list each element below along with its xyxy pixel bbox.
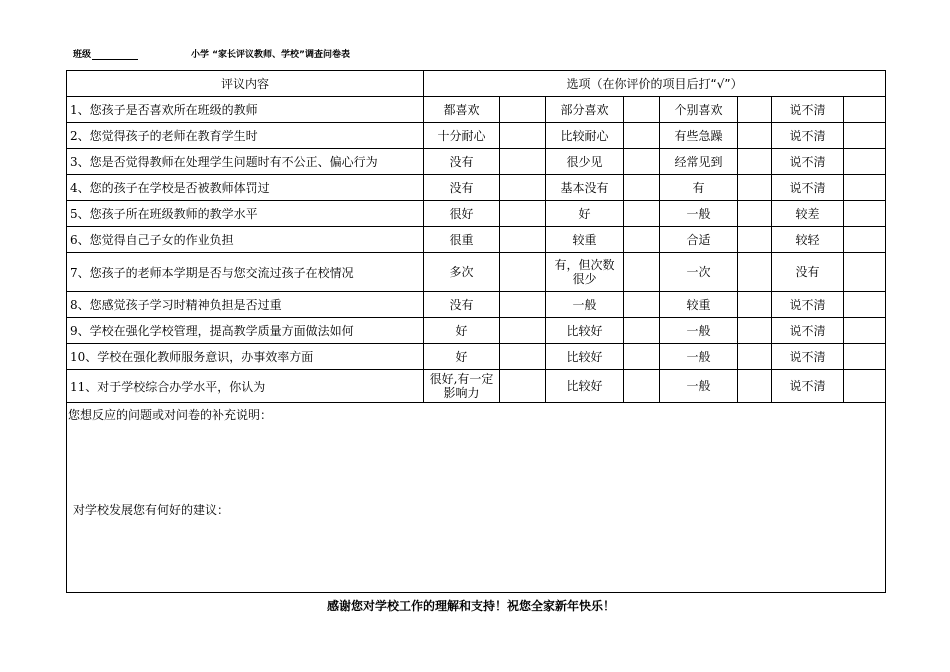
check-box-cell[interactable] — [738, 201, 772, 227]
check-box-cell[interactable] — [500, 149, 546, 175]
suggestion-prompt: 对学校发展您有何好的建议： — [73, 503, 230, 517]
question-text: 2、您觉得孩子的老师在教育学生时 — [67, 123, 424, 149]
option-label: 有些急躁 — [660, 123, 738, 149]
table-row — [67, 227, 886, 253]
check-box-cell[interactable] — [500, 344, 546, 370]
check-box-cell[interactable] — [738, 149, 772, 175]
question-text: 1、您孩子是否喜欢所在班级的教师 — [67, 97, 424, 123]
check-box-cell[interactable] — [500, 292, 546, 318]
table-header-row — [67, 71, 886, 97]
check-box-cell[interactable] — [500, 201, 546, 227]
question-text: 5、您孩子所在班级教师的教学水平 — [67, 201, 424, 227]
option-label: 有，但次数很少 — [546, 253, 624, 292]
form-title: 小学 “家长评议教师、学校”调查问卷表 — [191, 50, 350, 60]
table-row — [67, 344, 886, 370]
check-box-cell[interactable] — [624, 370, 660, 403]
option-label: 较差 — [772, 201, 844, 227]
table-row — [67, 370, 886, 403]
check-box-cell[interactable] — [624, 292, 660, 318]
check-box-cell[interactable] — [844, 344, 886, 370]
option-label: 说不清 — [772, 344, 844, 370]
check-box-cell[interactable] — [738, 175, 772, 201]
remarks-row — [67, 403, 886, 593]
table-row — [67, 253, 886, 292]
option-label: 很重 — [424, 227, 500, 253]
option-label: 个别喜欢 — [660, 97, 738, 123]
option-label: 部分喜欢 — [546, 97, 624, 123]
question-text: 3、您是否觉得教师在处理学生问题时有不公正、偏心行为 — [67, 149, 424, 175]
question-text: 9、学校在强化学校管理，提高教学质量方面做法如何 — [67, 318, 424, 344]
form-header — [73, 47, 350, 60]
option-label: 一般 — [546, 292, 624, 318]
class-blank-field[interactable] — [92, 50, 138, 60]
check-box-cell[interactable] — [844, 370, 886, 403]
check-box-cell[interactable] — [500, 370, 546, 403]
option-label: 没有 — [424, 292, 500, 318]
table-row — [67, 149, 886, 175]
option-label: 很少见 — [546, 149, 624, 175]
table-row — [67, 97, 886, 123]
remarks-prompt: 您想反应的问题或对问卷的补充说明： — [68, 408, 273, 422]
check-box-cell[interactable] — [738, 370, 772, 403]
check-box-cell[interactable] — [844, 97, 886, 123]
table-row — [67, 123, 886, 149]
option-label: 都喜欢 — [424, 97, 500, 123]
option-label: 一般 — [660, 318, 738, 344]
check-box-cell[interactable] — [500, 97, 546, 123]
check-box-cell[interactable] — [844, 149, 886, 175]
option-label: 有 — [660, 175, 738, 201]
check-box-cell[interactable] — [738, 97, 772, 123]
option-label: 一般 — [660, 370, 738, 403]
check-box-cell[interactable] — [844, 123, 886, 149]
option-label: 很好,有一定影响力 — [424, 370, 500, 403]
check-box-cell[interactable] — [844, 318, 886, 344]
check-box-cell[interactable] — [500, 175, 546, 201]
check-box-cell[interactable] — [844, 292, 886, 318]
check-box-cell[interactable] — [624, 123, 660, 149]
check-box-cell[interactable] — [500, 253, 546, 292]
option-label: 没有 — [424, 149, 500, 175]
option-label: 十分耐心 — [424, 123, 500, 149]
survey-table — [66, 70, 886, 593]
option-label: 没有 — [424, 175, 500, 201]
option-label: 说不清 — [772, 123, 844, 149]
check-box-cell[interactable] — [738, 292, 772, 318]
option-label: 合适 — [660, 227, 738, 253]
check-box-cell[interactable] — [624, 253, 660, 292]
option-label: 基本没有 — [546, 175, 624, 201]
check-box-cell[interactable] — [844, 253, 886, 292]
table-row — [67, 175, 886, 201]
option-label: 好 — [424, 344, 500, 370]
option-label: 比较好 — [546, 370, 624, 403]
check-box-cell[interactable] — [624, 97, 660, 123]
check-box-cell[interactable] — [844, 201, 886, 227]
check-box-cell[interactable] — [738, 123, 772, 149]
question-text: 7、您孩子的老师本学期是否与您交流过孩子在校情况 — [67, 253, 424, 292]
check-box-cell[interactable] — [844, 175, 886, 201]
option-label: 说不清 — [772, 318, 844, 344]
option-label: 一般 — [660, 344, 738, 370]
option-label: 好 — [546, 201, 624, 227]
option-label: 一次 — [660, 253, 738, 292]
check-box-cell[interactable] — [500, 227, 546, 253]
check-box-cell[interactable] — [624, 149, 660, 175]
option-label: 说不清 — [772, 97, 844, 123]
check-box-cell[interactable] — [500, 123, 546, 149]
remarks-cell[interactable] — [67, 403, 886, 593]
check-box-cell[interactable] — [500, 318, 546, 344]
question-text: 4、您的孩子在学校是否被教师体罚过 — [67, 175, 424, 201]
check-box-cell[interactable] — [738, 227, 772, 253]
option-label: 较重 — [546, 227, 624, 253]
option-label: 比较耐心 — [546, 123, 624, 149]
option-label: 比较好 — [546, 344, 624, 370]
check-box-cell[interactable] — [738, 253, 772, 292]
table-row — [67, 318, 886, 344]
option-label: 一般 — [660, 201, 738, 227]
option-label: 较轻 — [772, 227, 844, 253]
col-header-content: 评议内容 — [67, 71, 424, 97]
question-text: 6、您觉得自己子女的作业负担 — [67, 227, 424, 253]
check-box-cell[interactable] — [624, 201, 660, 227]
check-box-cell[interactable] — [624, 344, 660, 370]
option-label: 没有 — [772, 253, 844, 292]
check-box-cell[interactable] — [624, 318, 660, 344]
thanks-footer: 感谢您对学校工作的理解和支持！祝您全家新年快乐！ — [326, 599, 615, 613]
option-label: 较重 — [660, 292, 738, 318]
option-label: 好 — [424, 318, 500, 344]
question-text: 10、学校在强化教师服务意识，办事效率方面 — [67, 344, 424, 370]
check-box-cell[interactable] — [738, 344, 772, 370]
col-header-options: 选项（在你评价的项目后打“√”） — [424, 71, 886, 97]
question-text: 11、对于学校综合办学水平，你认为 — [67, 370, 424, 403]
option-label: 很好 — [424, 201, 500, 227]
table-row — [67, 201, 886, 227]
table-row — [67, 292, 886, 318]
check-box-cell[interactable] — [844, 227, 886, 253]
option-label: 说不清 — [772, 175, 844, 201]
check-box-cell[interactable] — [624, 227, 660, 253]
option-label: 说不清 — [772, 370, 844, 403]
option-label: 经常见到 — [660, 149, 738, 175]
option-label: 说不清 — [772, 149, 844, 175]
class-label: 班级 — [73, 50, 92, 60]
check-box-cell[interactable] — [624, 175, 660, 201]
question-text: 8、您感觉孩子学习时精神负担是否过重 — [67, 292, 424, 318]
option-label: 比较好 — [546, 318, 624, 344]
option-label: 说不清 — [772, 292, 844, 318]
check-box-cell[interactable] — [738, 318, 772, 344]
option-label: 多次 — [424, 253, 500, 292]
